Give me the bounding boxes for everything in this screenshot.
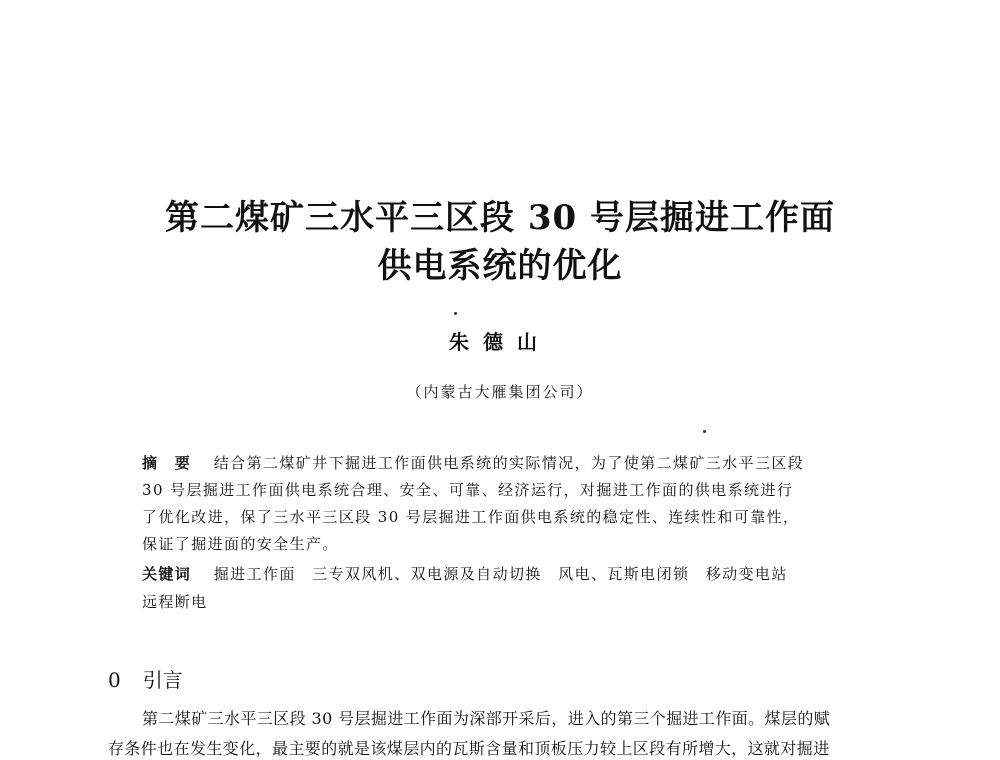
abstract-line: 保证了掘进面的安全生产。 [142,535,339,553]
author-name: 朱德山 [449,330,551,354]
paper-title-line-2: 供电系统的优化 [377,246,623,286]
section-number: 0 [108,668,121,692]
keywords-line [142,563,788,584]
abstract-label: 摘 要 [142,454,192,472]
author-affiliation: （内蒙古大雁集团公司） [406,383,594,401]
section-title: 引言 [142,668,183,692]
abstract-line: 了优化改进，保了三水平三区段 30 号层掘进工作面供电系统的稳定性、连续性和可靠性， [142,508,800,526]
keywords-text: 掘进工作面 三专双风机、双电源及自动切换 风电、瓦斯电闭锁 移动变电站 [213,565,788,583]
scan-speck [703,430,706,433]
body-paragraph-line: 存条件也在发生变化，最主要的就是该煤层内的瓦斯含量和顶板压力较上区段有所增大，这就对掘进 [108,739,830,758]
body-paragraph-line: 第二煤矿三水平三区段 30 号层掘进工作面为深部开采后，进入的第三个掘进工作面。煤层的赋 [142,709,831,728]
abstract-line: 30 号层掘进工作面供电系统合理、安全、可靠、经济运行，对掘进工作面的供电系统进行 [142,481,794,499]
paper-title-line-1: 第二煤矿三水平三区段 30 号层掘进工作面 [165,198,835,238]
keywords-line: 远程断电 [142,593,208,611]
abstract-text: 结合第二煤矿井下掘进工作面供电系统的实际情况，为了使第二煤矿三水平三区段 [213,454,805,472]
abstract-line [142,452,804,473]
section-heading [108,664,183,693]
keywords-label: 关键词 [142,565,192,583]
scan-speck [454,312,457,315]
